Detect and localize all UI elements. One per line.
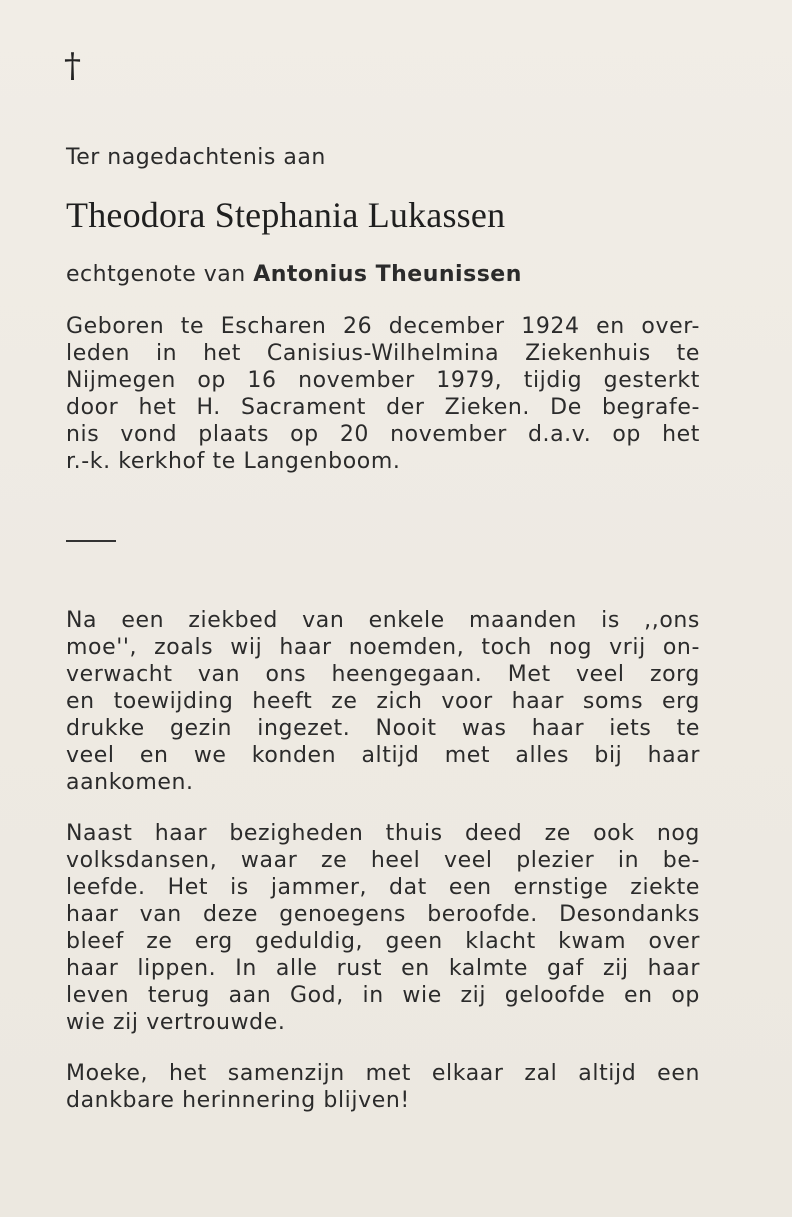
- text-line: dankbare herinnering blijven!: [66, 1088, 410, 1113]
- text-line: Geboren te Escharen 26 december 1924 en over-: [66, 314, 700, 339]
- divider: [66, 540, 116, 542]
- text-line: verwacht van ons heengegaan. Met veel zorg: [66, 662, 700, 687]
- text-line: en toewijding heeft ze zich voor haar soms erg: [66, 689, 700, 714]
- text-line: leven terug aan God, in wie zij geloofde en op: [66, 983, 700, 1008]
- intro-text: Ter nagedachtenis aan: [66, 145, 326, 170]
- text-line: nis vond plaats op 20 november d.a.v. op het: [66, 422, 700, 447]
- tribute-paragraph-2: [66, 820, 700, 1036]
- spouse-name: Antonius Theunissen: [253, 262, 522, 287]
- closing-paragraph: [66, 1060, 700, 1114]
- text-line: aankomen.: [66, 770, 194, 795]
- text-line: drukke gezin ingezet. Nooit was haar iets te: [66, 716, 700, 741]
- tribute-paragraph-1: [66, 607, 700, 796]
- text-line: haar lippen. In alle rust en kalmte gaf zij haar: [66, 956, 700, 981]
- text-line: Naast haar bezigheden thuis deed ze ook nog: [66, 821, 700, 846]
- text-line: haar van deze genoegens beroofde. Desondanks: [66, 902, 700, 927]
- spouse-prefix: echtgenote van: [66, 262, 246, 287]
- cross-icon: †: [64, 46, 81, 86]
- text-line: r.-k. kerkhof te Langenboom.: [66, 449, 401, 474]
- deceased-name: Theodora Stephania Lukassen: [66, 195, 506, 235]
- text-line: leefde. Het is jammer, dat een ernstige ziekte: [66, 875, 700, 900]
- text-line: Nijmegen op 16 november 1979, tijdig gesterkt: [66, 368, 700, 393]
- text-line: leden in het Canisius-Wilhelmina Ziekenhuis te: [66, 341, 700, 366]
- text-line: volksdansen, waar ze heel veel plezier in be-: [66, 848, 700, 873]
- text-line: door het H. Sacrament der Zieken. De begrafe-: [66, 395, 700, 420]
- biography-paragraph: [66, 313, 700, 475]
- text-line: bleef ze erg geduldig, geen klacht kwam over: [66, 929, 700, 954]
- text-line: veel en we konden altijd met alles bij haar: [66, 743, 700, 768]
- spouse-line: [66, 262, 522, 287]
- text-line: Moeke, het samenzijn met elkaar zal altijd een: [66, 1061, 700, 1086]
- text-line: moe'', zoals wij haar noemden, toch nog vrij on-: [66, 635, 700, 660]
- text-line: Na een ziekbed van enkele maanden is ,,ons: [66, 608, 700, 633]
- text-line: wie zij vertrouwde.: [66, 1010, 286, 1035]
